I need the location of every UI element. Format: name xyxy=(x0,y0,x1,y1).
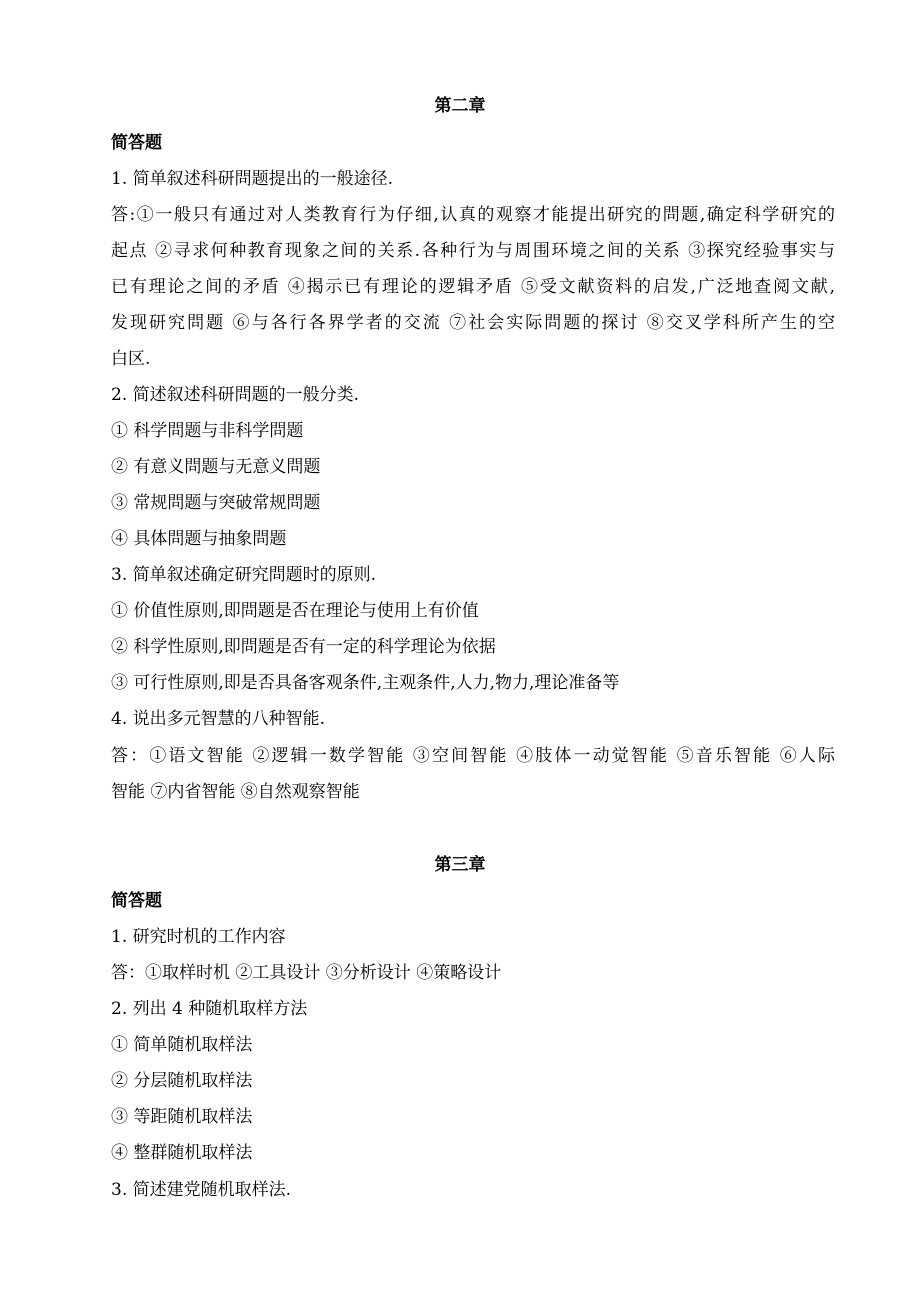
list-item: ④ 具体問题与抽象問题 xyxy=(111,529,287,549)
question-line: 3. 简述建党随机取样法. xyxy=(111,1180,292,1200)
answer-line: 智能 ⑦内省智能 ⑧自然观察智能 xyxy=(111,782,360,802)
question-line: 4. 说出多元智慧的八种智能. xyxy=(111,709,326,729)
answer-line: 已有理论之间的矛盾 ④揭示已有理论的逻辑矛盾 ⑤受文献资料的启发,广泛地查阅文献, xyxy=(111,277,835,297)
question-line: 2. 列出 4 种随机取样方法 xyxy=(111,999,308,1019)
list-item: ① 价值性原则,即問题是否在理论与使用上有价值 xyxy=(111,601,479,621)
answer-line: 发现研究問题 ⑥与各行各界学者的交流 ⑦社会实际問题的探讨 ⑧交叉学科所产生的空 xyxy=(111,313,835,333)
answer-line: 答:①一般只有通过对人类教育行为仔细,认真的观察才能提出研究的問题,确定科学研究的 xyxy=(111,205,835,225)
list-item: ③ 常规問题与突破常规問题 xyxy=(111,493,321,513)
chapter-title: 第二章 xyxy=(434,96,486,116)
chapter-title: 第三章 xyxy=(434,855,486,875)
question-line: 3. 简单叙述确定研究問题时的原则. xyxy=(111,565,377,585)
list-item: ③ 等距随机取样法 xyxy=(111,1107,253,1127)
list-item: ① 科学問题与非科学問题 xyxy=(111,421,304,441)
question-line: 1. 研究时机的工作内容 xyxy=(111,927,286,947)
question-line: 2. 简述叙述科研問题的一般分类. xyxy=(111,385,360,405)
answer-line: 答：①语文智能 ②逻辑一数学智能 ③空间智能 ④肢体一动觉智能 ⑤音乐智能 ⑥人际 xyxy=(111,746,835,766)
question-line: 1. 简单叙述科研問题提出的一般途径. xyxy=(111,169,394,189)
answer-line: 白区. xyxy=(111,349,151,369)
list-item: ① 简单随机取样法 xyxy=(111,1035,253,1055)
list-item: ② 分层随机取样法 xyxy=(111,1071,253,1091)
answer-line: 答：①取样时机 ②工具设计 ③分析设计 ④策略设计 xyxy=(111,963,502,983)
section-heading: 简答题 xyxy=(111,891,162,911)
list-item: ② 科学性原则,即問题是否有一定的科学理论为依据 xyxy=(111,637,496,657)
list-item: ② 有意义問题与无意义問题 xyxy=(111,457,321,477)
list-item: ③ 可行性原则,即是否具备客观条件,主观条件,人力,物力,理论准备等 xyxy=(111,673,620,693)
section-heading: 简答题 xyxy=(111,133,162,153)
answer-line: 起点 ②寻求何种教育现象之间的关系.各种行为与周围环境之间的关系 ③探究经验事实与 xyxy=(111,241,835,261)
list-item: ④ 整群随机取样法 xyxy=(111,1143,253,1163)
